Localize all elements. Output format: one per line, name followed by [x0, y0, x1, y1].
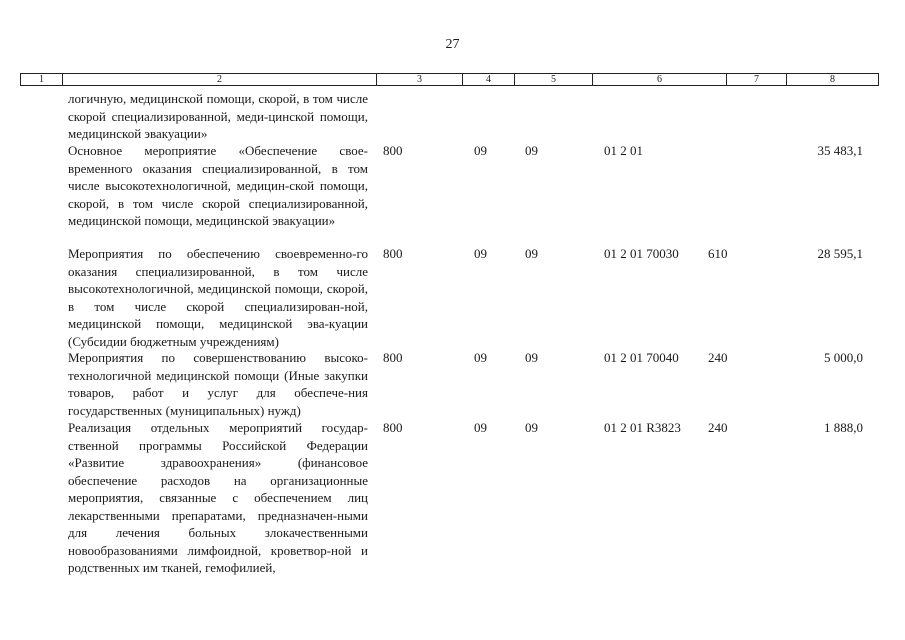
row-amount: 1 888,0: [824, 420, 863, 435]
row-description: Реализация отдельных мероприятий государ-ственной программы Российской Федерации «Развитие здравоохранения» (финансовое обеспечение расходов на организационные мероприятия, связанные с обеспечением лиц лекарственными препаратами, предназначен-ными для лечения больных злокачественными новообразованиями лимфоидной, кроветвор-ной и родственных им тканей, гемофилией,: [68, 420, 368, 575]
row-subsection-code: 09: [525, 350, 538, 365]
row-subsection-code: 09: [525, 246, 538, 261]
row-expense-type: 240: [708, 420, 728, 435]
row-ministry-code: 800: [383, 420, 403, 435]
row-section-code: 09: [474, 420, 487, 435]
row-description: логичную, медицинской помощи, скорой, в том числе скорой специализированной, меди-цинской помощи, медицинской эвакуации»: [68, 91, 368, 141]
row-ministry-code: 800: [383, 350, 403, 365]
row-amount: 5 000,0: [824, 350, 863, 365]
table-header: [20, 73, 879, 86]
row-ministry-code: 800: [383, 246, 403, 261]
row-description: Основное мероприятие «Обеспечение свое-временного оказания специализированной, в том числе высокотехнологичной, медицин-ской помощи, скорой, в том числе скорой специализированной, медицинской помощи, медицинской эвакуации»: [68, 143, 368, 228]
row-target-article: 01 2 01 R3823: [604, 420, 681, 435]
row-description: Мероприятия по обеспечению своевременно-го оказания специализированной, в том числе высокотехнологичной, медицинской помощи, скорой, в том числе скорой специализирован-ной, медицинской помощи, медицинской эва-куации (Субсидии бюджетным учреждениям): [68, 246, 368, 349]
row-section-code: 09: [474, 143, 487, 158]
header-col-6: 6: [593, 74, 727, 85]
header-col-7: 7: [727, 74, 787, 85]
header-col-1: 1: [21, 74, 63, 85]
header-col-8: 8: [830, 74, 835, 85]
row-section-code: 09: [474, 350, 487, 365]
row-target-article: 01 2 01 70030: [604, 246, 679, 261]
header-col-2: 2: [63, 74, 377, 85]
row-section-code: 09: [474, 246, 487, 261]
row-target-article: 01 2 01 70040: [604, 350, 679, 365]
row-target-article: 01 2 01: [604, 143, 643, 158]
page-number: 27: [445, 37, 460, 52]
row-subsection-code: 09: [525, 143, 538, 158]
row-ministry-code: 800: [383, 143, 403, 158]
header-col-4: 4: [463, 74, 515, 85]
row-subsection-code: 09: [525, 420, 538, 435]
row-expense-type: 610: [708, 246, 728, 261]
row-description: Мероприятия по совершенствованию высоко-технологичной медицинской помощи (Иные закупки товаров, работ и услуг для обеспече-ния государственных (муниципальных) нужд): [68, 350, 368, 418]
header-col-5: 5: [515, 74, 593, 85]
header-col-3: 3: [377, 74, 463, 85]
row-expense-type: 240: [708, 350, 728, 365]
row-amount: 28 595,1: [817, 246, 863, 261]
row-amount: 35 483,1: [817, 143, 863, 158]
